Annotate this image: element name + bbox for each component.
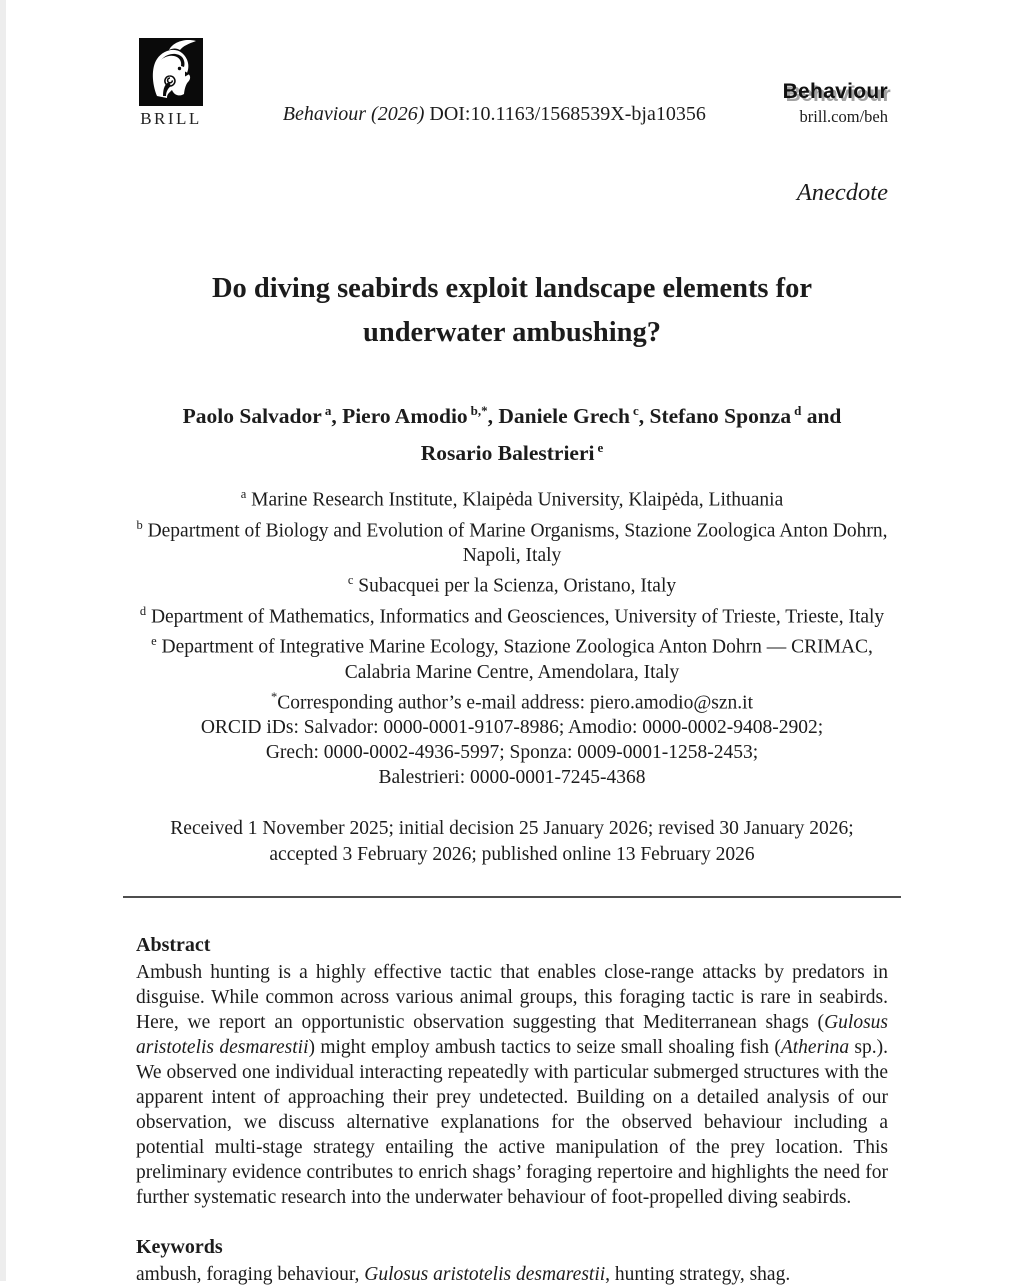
paper-page [136,0,888,1287]
author: Stefano Sponza [649,404,792,429]
affil-marker: c [347,573,354,588]
abstract-text [136,960,888,1210]
affiliation [136,568,888,599]
citation-line [206,103,783,129]
byline-separator: and [801,404,842,429]
masthead [783,80,888,129]
masthead-journal-logo: Behaviour [782,80,888,103]
affiliation [136,513,888,569]
orcid-line: ORCID iDs: Salvador: 0000-0001-9107-8986; Amodio: 0000-0002-9408-2902; [200,717,824,739]
paper-title [136,267,888,355]
orcid-line: Balestrieri: 0000-0001-7245-4368 [378,767,646,789]
author-affil-marker: c [632,403,639,418]
affil-marker: a [240,487,247,502]
abstract-segment: sp.). We observed one individual interacting repeatedly with particular submerged structures with the apparent intent of approaching their prey undetected. Building on a detailed analysis of our observation, we discuss alternative explanations for the observed behaviour including a potential multi-stage strategy entailing the active manipulation of the prey location. This preliminary evidence contributes to enrich shags’ foraging repertoire and highlights the need for further systematic research into the underwater behaviour of foot-propelled diving seabirds. [136,1037,888,1209]
author-affil-marker: b,* [470,403,488,418]
affiliations-block [136,482,888,790]
author-affil-marker: d [794,403,802,418]
author: Piero Amodio [342,404,468,429]
athena-head-icon [139,38,203,106]
keywords-heading: Keywords [136,1236,223,1259]
abstract-segment: Ambush hunting is a highly effective tactic that enables close-range attacks by predators in disguise. While common across various animal groups, this foraging tactic is rare in seabirds. Here, we report an opportunistic observation suggesting that Mediterranean shags ( [136,962,888,1034]
corresponding-author-note [136,685,888,716]
affiliation-text: Department of Mathematics, Informatics and Geosciences, University of Trieste, Trieste, Italy [150,606,885,628]
affiliation [136,482,888,513]
corresponding-author-text: Corresponding author’s e-mail address: piero.amodio@szn.it [277,692,753,714]
keywords-section [136,1236,888,1287]
affiliation-text: Subacquei per la Scienza, Oristano, Italy [358,575,677,597]
keywords-text [136,1262,888,1287]
species-name: Gulosus aristotelis desmarestii [136,1012,888,1059]
masthead-url: brill.com/beh [799,107,888,126]
affil-marker: d [139,603,147,618]
brill-logo [136,38,206,129]
byline-separator: , [638,404,650,429]
keywords-segment: , hunting strategy, shag. [605,1264,791,1286]
affil-marker: e [151,634,157,649]
paper-title-line2: underwater ambushing? [363,317,661,348]
brill-wordmark: BRILL [140,109,202,128]
species-name: Atherina [780,1037,850,1059]
publication-history: Received 1 November 2025; initial decision 25 January 2026; revised 30 January 2026; accepted 3 February 2026; published online 13 February 2026 [170,818,854,866]
affiliation-text: Department of Integrative Marine Ecology, Stazione Zoologica Anton Dohrn — CRIMAC, Calabria Marine Centre, Amendolara, Italy [161,636,873,683]
affiliation-text: Department of Biology and Evolution of Marine Organisms, Stazione Zoologica Anton Dohrn, Napoli, Italy [147,520,888,567]
journal-header [136,38,888,129]
species-name: Gulosus aristotelis desmarestii [364,1264,606,1286]
citation-doi: DOI:10.1163/1568539X-bja10356 [429,103,706,125]
byline-separator: , [487,404,499,429]
keywords-segment: ambush, foraging behaviour, [136,1264,365,1286]
asterisk-marker: * [270,689,278,704]
byline-separator: , [331,404,343,429]
affiliation-text: Marine Research Institute, Klaipėda University, Klaipėda, Lithuania [251,489,784,511]
citation-journal: Behaviour (2026) [282,103,430,125]
author: Rosario Balestrieri [420,441,595,466]
section-divider [123,896,901,898]
affiliation [136,599,888,630]
orcid-line: Grech: 0000-0002-4936-5997; Sponza: 0009-0001-1258-2453; [265,742,759,764]
author-affil-marker: a [324,403,332,418]
affil-marker: b [136,517,143,532]
author: Paolo Salvador [182,404,322,429]
author-byline [136,395,888,469]
abstract-heading: Abstract [136,934,211,957]
abstract-segment: ) might employ ambush tactics to seize small shoaling fish ( [308,1037,781,1059]
article-type-label: Anecdote [796,179,888,206]
affiliation [136,629,888,685]
author: Daniele Grech [498,404,630,429]
paper-title-line1: Do diving seabirds exploit landscape elements for [211,273,813,304]
author-affil-marker: e [597,440,604,456]
abstract-section [136,934,888,1210]
page-edge-shadow [0,0,6,1281]
